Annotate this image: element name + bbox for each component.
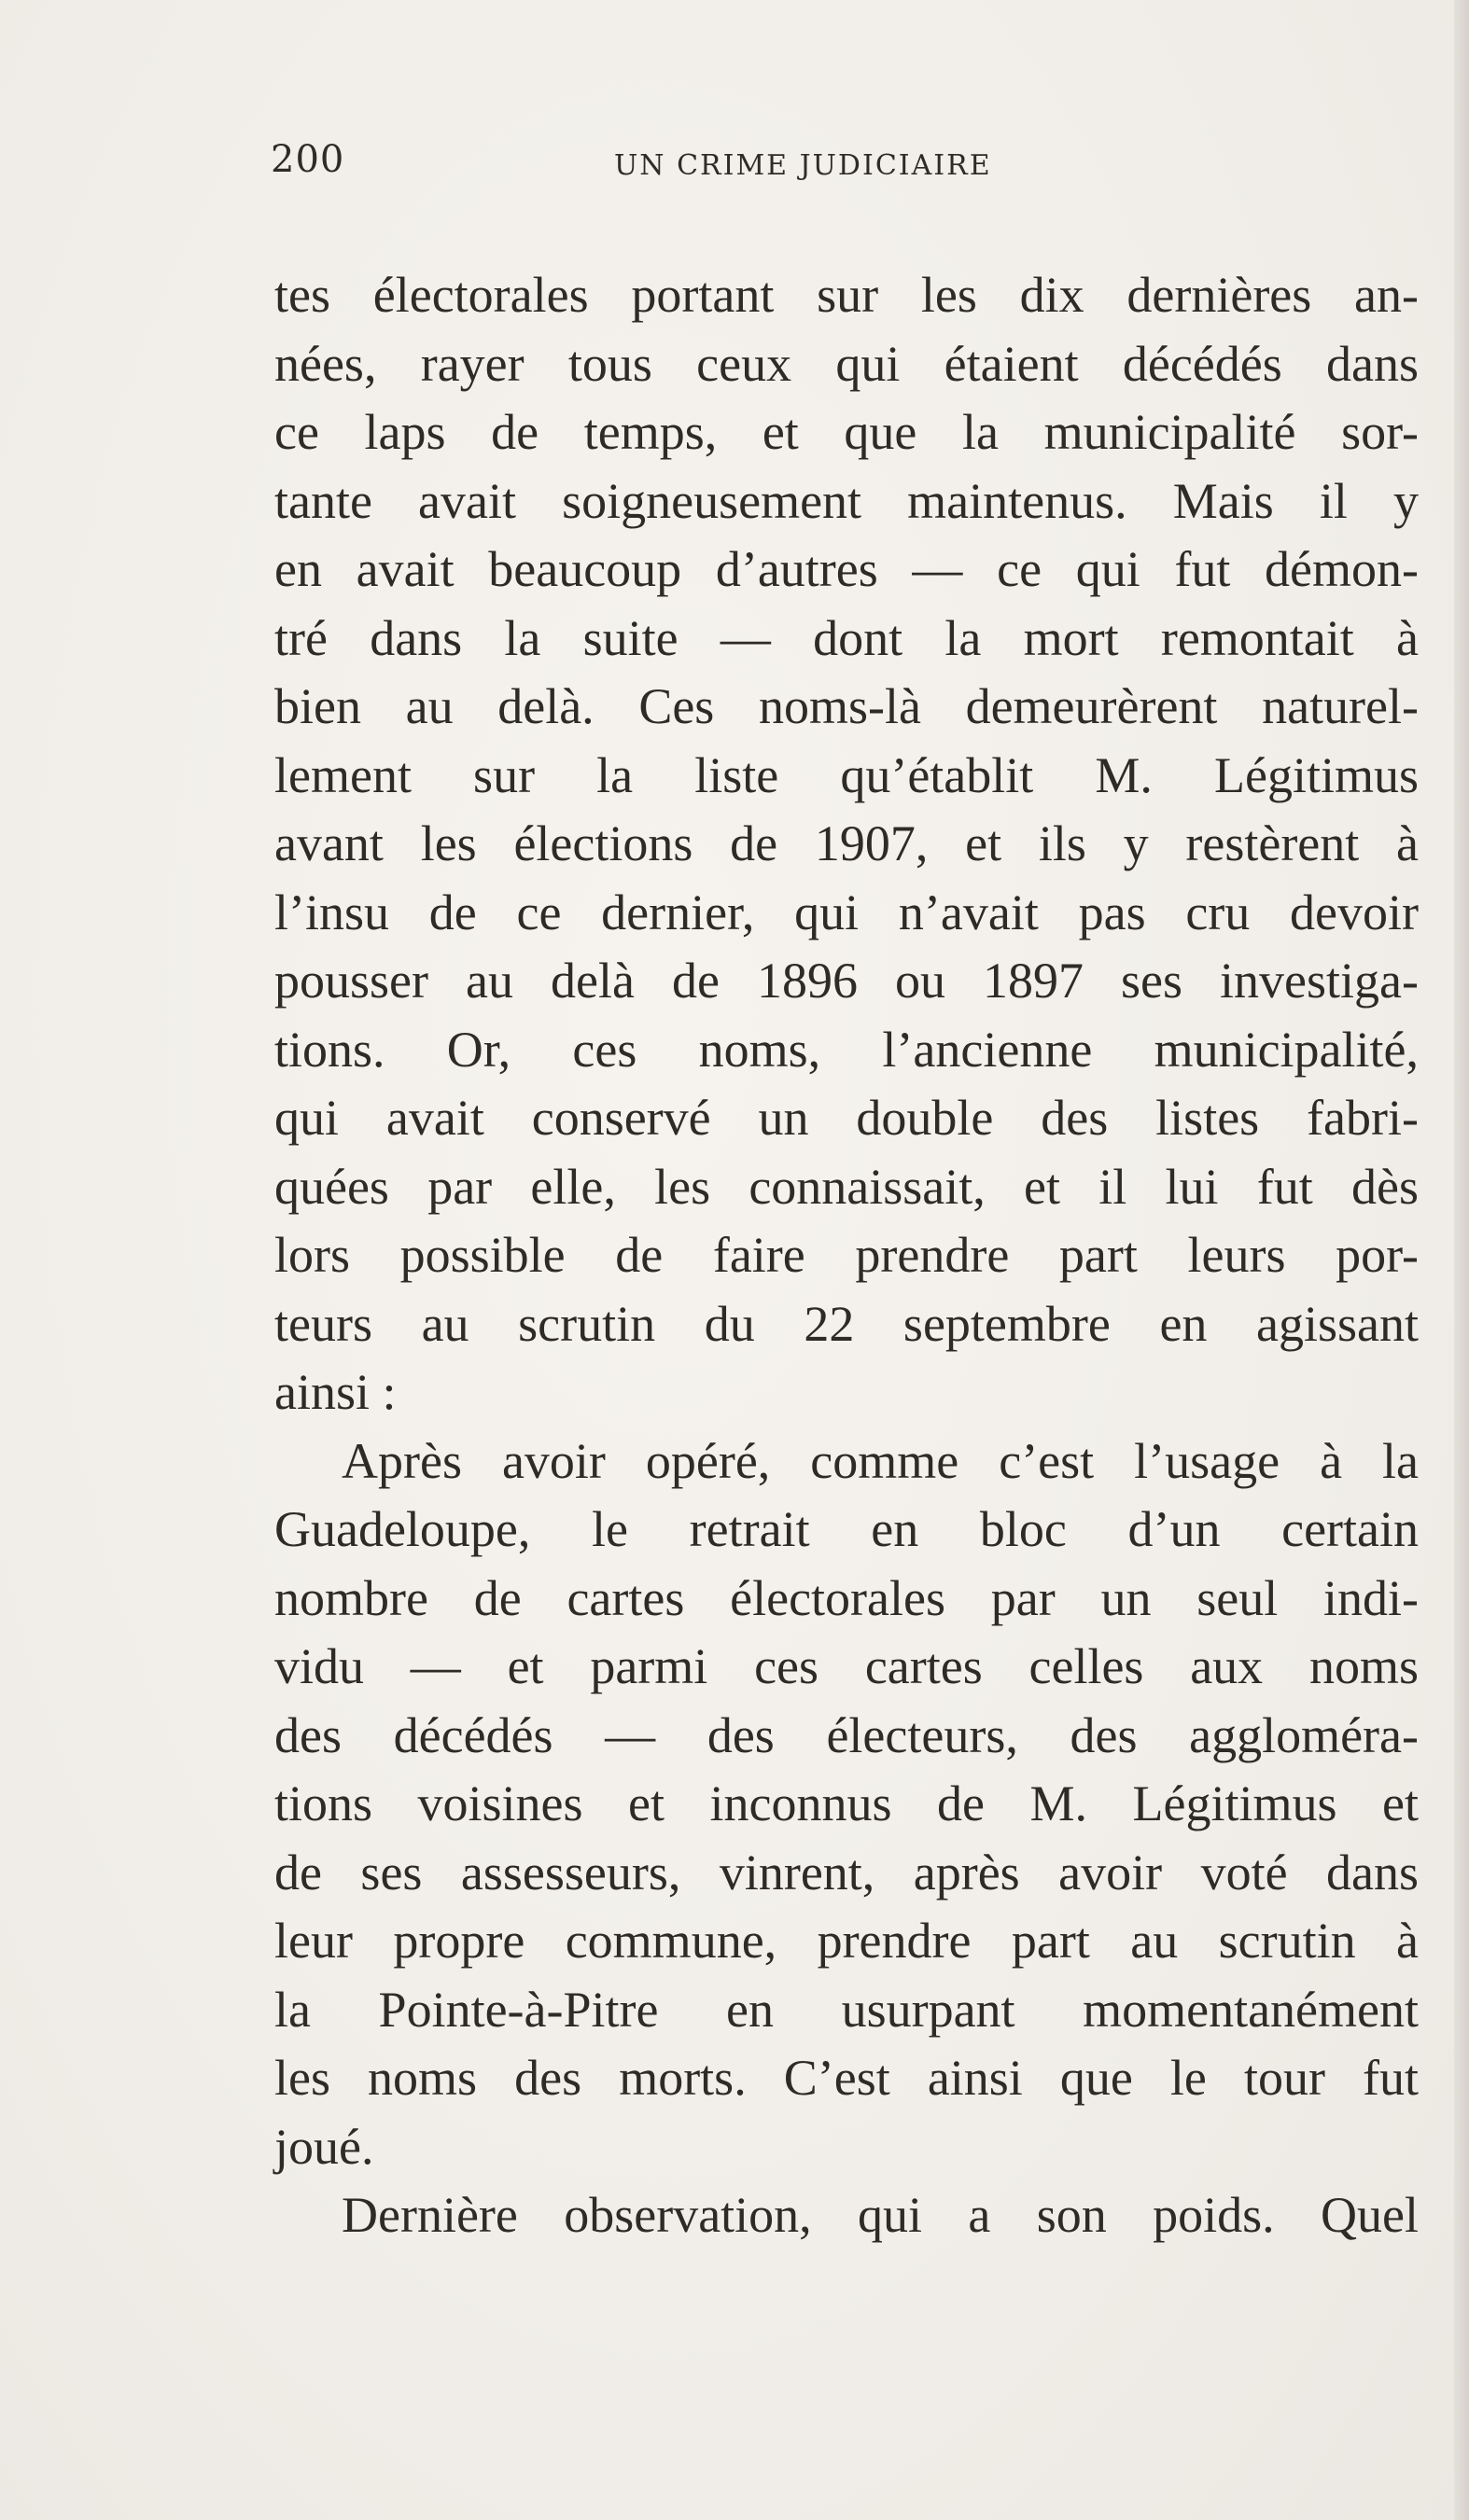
- text-line: Dernière observation, qui a son poids. Quel: [342, 2187, 1419, 2243]
- text-line: qui avait conservé un double des listes fabri-: [274, 1090, 1419, 1146]
- text-line: Guadeloupe, le retrait en bloc d’un certain: [274, 1501, 1419, 1557]
- running-head: [271, 138, 1419, 194]
- text-line: teurs au scrutin du 22 septembre en agissant: [274, 1295, 1419, 1352]
- text-line: lement sur la liste qu’établit M. Légitimus: [274, 746, 1419, 803]
- text-line: joué.: [274, 2118, 374, 2175]
- text-line: nombre de cartes électorales par un seul indi-: [274, 1569, 1419, 1626]
- text-line: tions voisines et inconnus de M. Légitimus et: [274, 1775, 1419, 1831]
- text-line: vidu — et parmi ces cartes celles aux noms: [274, 1638, 1419, 1694]
- paragraph-2: [274, 1427, 1419, 2182]
- text-line: nées, rayer tous ceux qui étaient décédés dans: [274, 335, 1419, 392]
- text-line: tré dans la suite — dont la mort remontait à: [274, 609, 1419, 666]
- text-line: leur propre commune, prendre part au scrutin à: [274, 1913, 1419, 1969]
- running-title: UN CRIME JUDICIAIRE: [614, 149, 992, 182]
- text-line: en avait beaucoup d’autres — ce qui fut démon-: [274, 541, 1419, 597]
- text-line: tions. Or, ces noms, l’ancienne municipalité,: [274, 1021, 1419, 1078]
- text-line: l’insu de ce dernier, qui n’avait pas cru devoir: [274, 884, 1419, 940]
- text-line: quées par elle, les connaissait, et il lui fut dès: [274, 1158, 1419, 1215]
- paragraph-1: [274, 261, 1419, 1427]
- text-line: les noms des morts. C’est ainsi que le tour fut: [274, 2050, 1419, 2106]
- page-edge: [1454, 0, 1469, 2520]
- text-line: Après avoir opéré, comme c’est l’usage à la: [342, 1432, 1419, 1489]
- text-line: de ses assesseurs, vinrent, après avoir voté dans: [274, 1844, 1419, 1900]
- paragraph-3: [274, 2181, 1419, 2250]
- text-line: bien au delà. Ces noms-là demeurèrent naturel-: [274, 678, 1419, 734]
- text-line: lors possible de faire prendre part leurs por-: [274, 1227, 1419, 1283]
- text-line: tante avait soigneusement maintenus. Mais il y: [274, 472, 1419, 529]
- text-line: pousser au delà de 1896 ou 1897 ses investiga-: [274, 953, 1419, 1009]
- text-line: la Pointe-à-Pitre en usurpant momentanément: [274, 1981, 1419, 2038]
- text-line: ce laps de temps, et que la municipalité sor-: [274, 404, 1419, 460]
- page-number: 200: [271, 138, 345, 181]
- text-line: des décédés — des électeurs, des aggloméra-: [274, 1706, 1419, 1763]
- text-line: tes électorales portant sur les dix dernières an-: [274, 267, 1419, 323]
- text-line: avant les élections de 1907, et ils y restèrent à: [274, 815, 1419, 871]
- text-line: ainsi :: [274, 1364, 397, 1420]
- body-text: [274, 261, 1419, 2250]
